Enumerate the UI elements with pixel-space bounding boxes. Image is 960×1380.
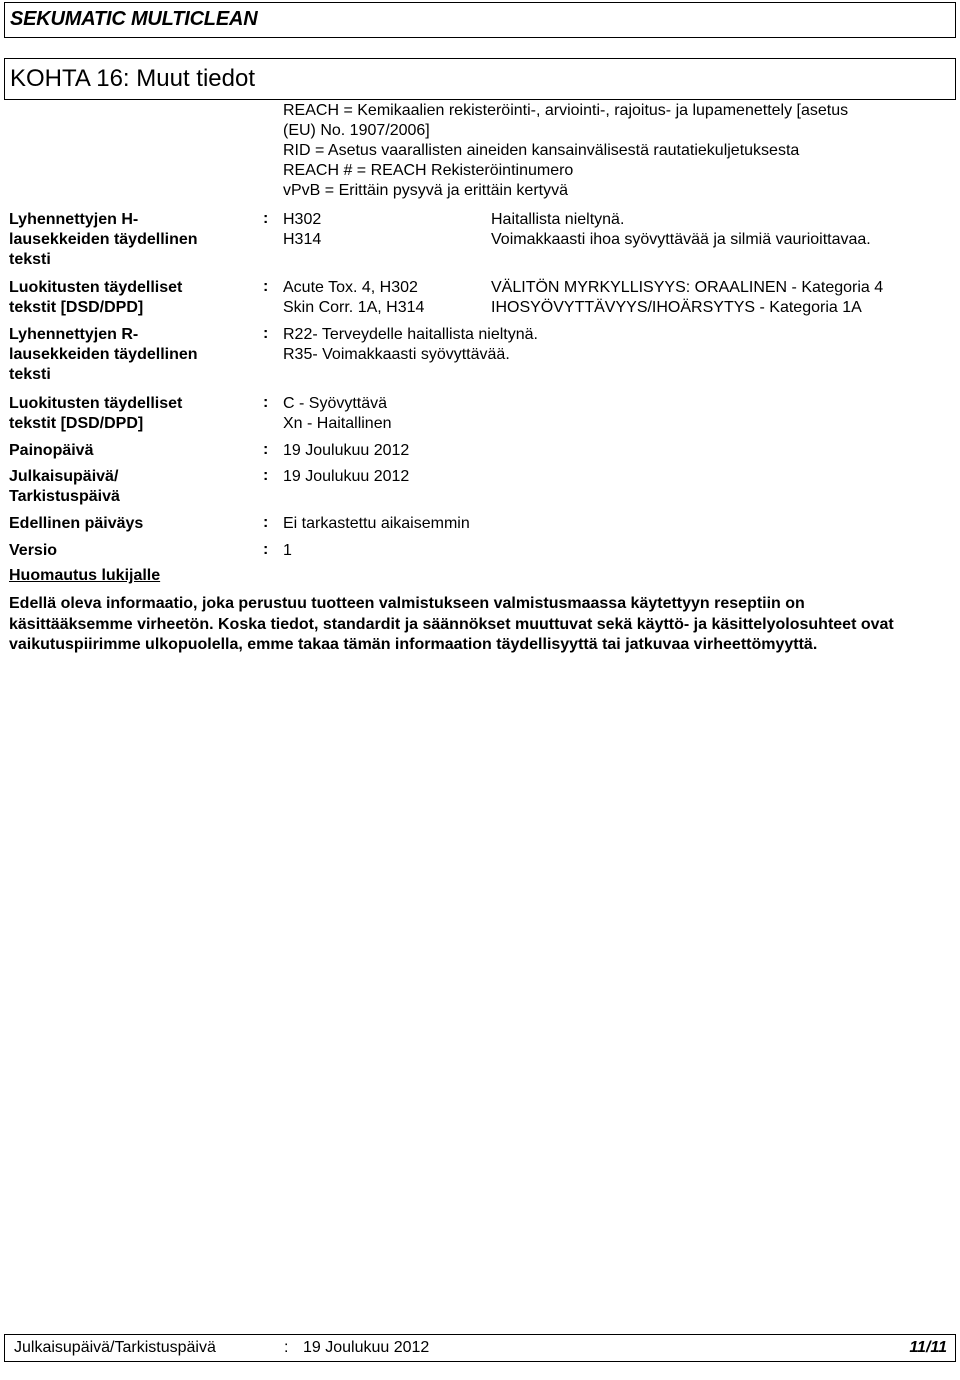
abbreviation-line: vPvB = Erittäin pysyvä ja erittäin kertyvä [283, 182, 568, 199]
version-value: 1 [283, 542, 292, 559]
field-colon: : [263, 441, 269, 458]
previous-date-value: Ei tarkastettu aikaisemmin [283, 515, 470, 532]
footer-colon: : [284, 1339, 289, 1356]
h-statement-code: H314 [283, 231, 322, 248]
classification-code: Skin Corr. 1A, H314 [283, 299, 425, 316]
classification-text: VÄLITÖN MYRKYLLISYYS: ORAALINEN - Kategoria 4 [491, 279, 884, 296]
section-title: KOHTA 16: Muut tiedot [10, 65, 256, 92]
previous-date-label: Edellinen päiväys [9, 515, 144, 532]
field-colon: : [263, 514, 269, 531]
classification-text: IHOSYÖVYTTÄVYYS/IHOÄRSYTYS - Kategoria 1A [491, 299, 862, 316]
notice-title: Huomautus lukijalle [9, 567, 161, 584]
print-date-label: Painopäivä [9, 442, 94, 459]
r-phrases-label: Lyhennettyjen R- lausekkeiden täydellinen teksti [9, 326, 198, 383]
r-phrase: R35- Voimakkaasti syövyttävää. [283, 346, 510, 363]
dsd-classification: Xn - Haitallinen [283, 415, 392, 432]
revision-date-value: 19 Joulukuu 2012 [283, 468, 410, 485]
classification-code: Acute Tox. 4, H302 [283, 279, 418, 296]
field-colon: : [263, 541, 269, 558]
document-header [4, 2, 956, 38]
r-phrase: R22- Terveydelle haitallista nieltynä. [283, 326, 538, 343]
field-colon: : [263, 394, 269, 411]
field-colon: : [263, 278, 269, 295]
page-number: 11/11 [909, 1339, 947, 1356]
section-header [4, 58, 956, 100]
abbreviation-line: REACH = Kemikaalien rekisteröinti-, arviointi-, rajoitus- ja lupamenettely [asetus [283, 102, 849, 119]
field-colon: : [263, 467, 269, 484]
h-statement-text: Voimakkaasti ihoa syövyttävää ja silmiä vaurioittavaa. [491, 231, 871, 248]
h-statement-code: H302 [283, 211, 322, 228]
product-name: SEKUMATIC MULTICLEAN [10, 8, 258, 30]
footer-date-label: Julkaisupäivä/Tarkistuspäivä [14, 1339, 216, 1356]
revision-date-label: Julkaisupäivä/ Tarkistuspäivä [9, 468, 120, 505]
footer-date-value: 19 Joulukuu 2012 [303, 1339, 430, 1356]
notice-text: Edellä oleva informaatio, joka perustuu tuotteen valmistukseen valmistusmaassa käytettyyn reseptiin on käsittääksemme virheetön. Koska tiedot, standardit ja säännökset muuttuvat sekä käyttö- ja käsittelyolosuhteet ovat vaikutuspiirimme ulkopuolella, emme takaa tämän informaation täydellisyyttä tai jatkuvaa virheettömyyttä. [9, 595, 894, 653]
dsd-classification: C - Syövyttävä [283, 395, 388, 412]
abbreviation-line: REACH # = REACH Rekisteröintinumero [283, 162, 574, 179]
abbreviation-line: (EU) No. 1907/2006] [283, 122, 430, 139]
version-label: Versio [9, 542, 58, 559]
h-statement-text: Haitallista nieltynä. [491, 211, 625, 228]
field-colon: : [263, 325, 269, 342]
classification-clp-label: Luokitusten täydelliset tekstit [DSD/DPD] [9, 279, 183, 316]
abbreviation-line: RID = Asetus vaarallisten aineiden kansainvälisestä rautatiekuljetuksesta [283, 142, 800, 159]
print-date-value: 19 Joulukuu 2012 [283, 442, 410, 459]
h-statements-label: Lyhennettyjen H- lausekkeiden täydellinen teksti [9, 211, 198, 268]
document-footer [4, 1334, 956, 1362]
field-colon: : [263, 210, 269, 227]
classification-dsd-label: Luokitusten täydelliset tekstit [DSD/DPD] [9, 395, 183, 432]
